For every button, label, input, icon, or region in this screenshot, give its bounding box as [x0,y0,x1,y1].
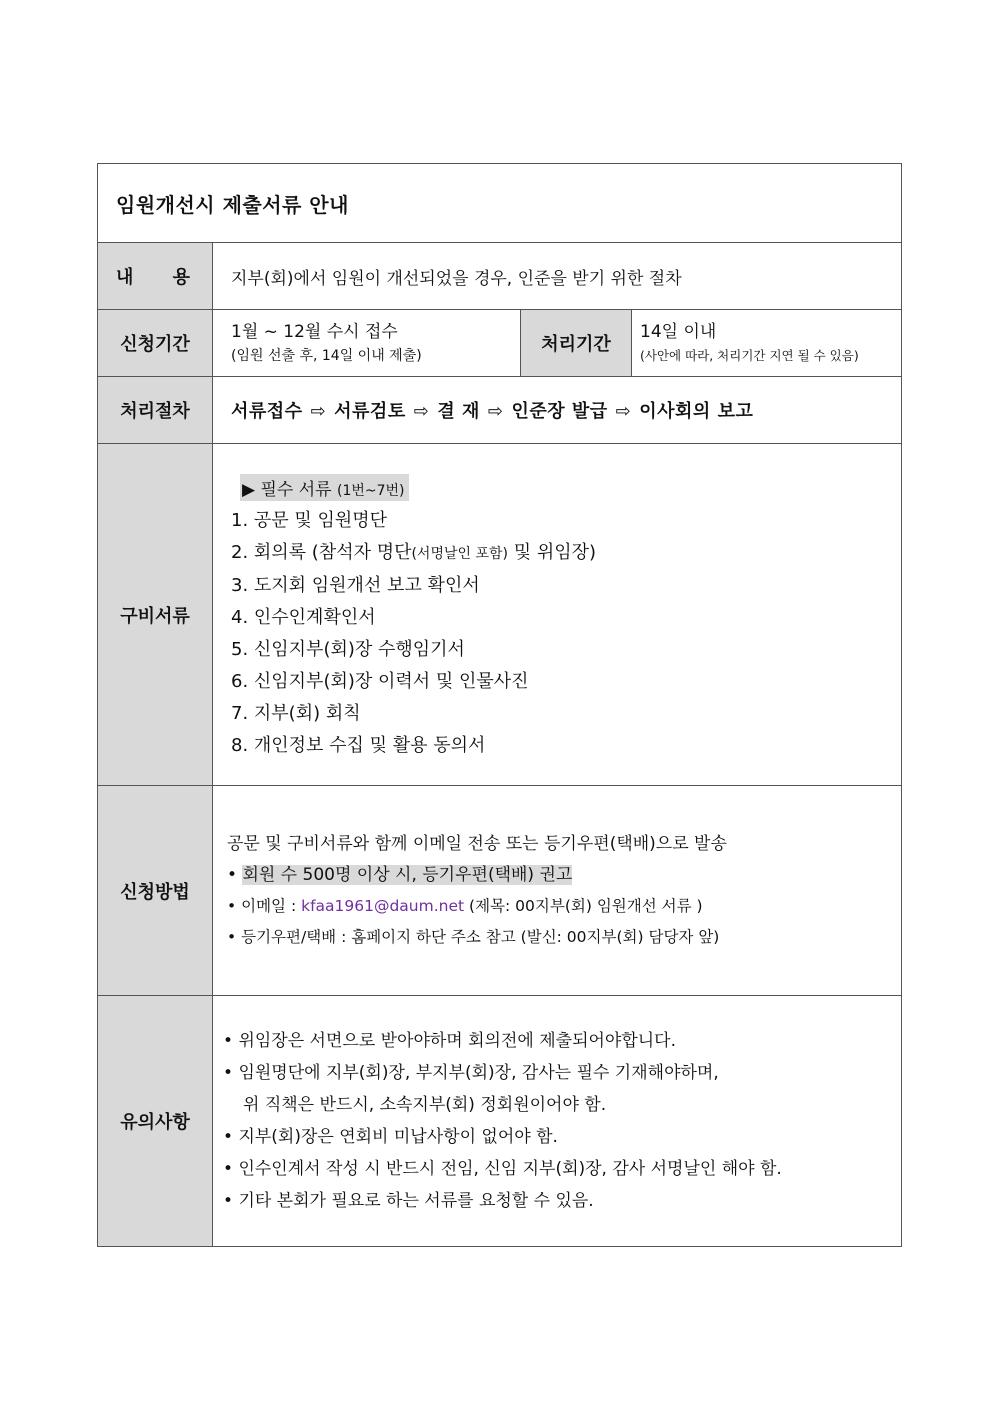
bullet-icon: • [223,1159,234,1179]
guide-table [97,163,902,1247]
note-2 [223,1057,901,1089]
documents-list [231,505,901,762]
note-4-text: 인수인계서 작성 시 반드시 전임, 신임 지부(회)장, 감사 서명날인 해야 함. [238,1159,782,1179]
post-info: 등기우편/택배 : 홈페이지 하단 주소 참고 (발신: 00지부(회) 담당자 앞) [241,928,720,946]
method-bullet-3 [227,922,901,953]
email-prefix: 이메일 : [241,897,302,915]
process-time-cell [632,310,902,377]
notes-cell [213,996,902,1247]
bullet-icon: • [227,897,237,915]
note-1-text: 위임장은 서면으로 받아야하며 회의전에 제출되어야합니다. [238,1031,677,1051]
procedure-cell [213,377,902,444]
process-time-note: (사안에 따라, 처리기간 지연 될 수 있음) [640,348,859,363]
email-suffix: (제목: 00지부(회) 임원개선 서류 ) [464,897,703,915]
row-documents [98,444,902,786]
bullet-icon: • [227,928,237,946]
list-item: 4. 인수인계확인서 [231,606,376,628]
page-title: 임원개선시 제출서류 안내 [116,192,349,217]
step-2: 서류검토 [334,401,406,422]
procedure-flow [231,401,753,422]
label-notes: 유의사항 [98,996,213,1247]
period-text: 1월 ~ 12월 수시 접수 [231,322,398,342]
list-item: 5. 신임지부(회)장 수행임기서 [231,638,465,660]
list-item [231,537,901,570]
note-2-text: 임원명단에 지부(회)장, 부지부(회)장, 감사는 필수 기재해야하며, [238,1063,719,1083]
title-cell [98,164,902,243]
row-period [98,310,902,377]
label-period: 신청기간 [98,310,213,377]
label-procedure: 처리절차 [98,377,213,444]
method-cell [213,786,902,996]
bullet-icon: • [223,1063,234,1083]
step-5: 이사회의 보고 [639,401,754,422]
documents-cell [213,444,902,786]
required-docs-range: (1번~7번) [336,482,405,499]
content-description: 지부(회)에서 임원이 개선되었을 경우, 인준을 받기 위한 절차 [231,268,682,289]
arrow-right-icon: ⇨ [413,401,430,422]
required-docs-label [240,474,409,501]
note-3-text: 지부(회)장은 연회비 미납사항이 없어야 함. [238,1127,558,1147]
step-3: 결 재 [437,401,480,422]
step-1: 서류접수 [231,401,303,422]
bullet-icon: • [223,1127,234,1147]
item-2-small: (서명날인 포함) [411,545,508,562]
label-content-left: 내 [116,267,134,288]
content-text [213,243,902,310]
arrow-right-icon: ⇨ [487,401,504,422]
list-item: 6. 신임지부(회)장 이력서 및 인물사진 [231,670,529,692]
note-4 [223,1153,901,1185]
note-5-text: 기타 본회가 필요로 하는 서류를 요청할 수 있음. [238,1191,594,1211]
note-3 [223,1121,901,1153]
bullet-icon: • [227,865,238,885]
label-documents: 구비서류 [98,444,213,786]
step-4: 인준장 발급 [511,401,608,422]
period-cell [213,310,521,377]
period-note: (임원 선출 후, 14일 이내 제출) [231,348,422,364]
arrow-right-icon: ⇨ [615,401,632,422]
method-highlight: 회원 수 500명 이상 시, 등기우편(택배) 권고 [242,865,573,885]
method-bullet-1 [227,860,901,891]
row-method [98,786,902,996]
list-item: 8. 개인정보 수집 및 활용 동의서 [231,734,486,756]
item-2-tail: 및 위임장) [508,541,597,563]
method-bullet-2 [227,891,901,922]
label-content-right: 용 [172,267,190,288]
list-item: 1. 공문 및 임원명단 [231,509,388,531]
label-method: 신청방법 [98,786,213,996]
note-1 [223,1025,901,1057]
bullet-icon: • [223,1191,234,1211]
email-link[interactable]: kfaa1961@daum.net [301,897,465,915]
note-5 [223,1185,901,1217]
row-procedure [98,377,902,444]
label-process-time: 처리기간 [521,310,632,377]
arrow-right-icon: ⇨ [310,401,327,422]
note-2-cont: 위 직책은 반드시, 소속지부(회) 정회원이어야 함. [243,1095,607,1115]
row-notes [98,996,902,1247]
process-time-text: 14일 이내 [640,322,717,342]
bullet-icon: • [223,1031,234,1051]
list-item: 7. 지부(회) 회칙 [231,702,361,724]
required-docs-text: ▶ 필수 서류 [242,479,337,500]
method-lead: 공문 및 구비서류와 함께 이메일 전송 또는 등기우편(택배)으로 발송 [227,834,727,854]
list-item: 3. 도지회 임원개선 보고 확인서 [231,574,480,596]
row-content [98,243,902,310]
label-content [98,243,213,310]
item-2-main: 2. 회의록 (참석자 명단 [231,541,412,563]
